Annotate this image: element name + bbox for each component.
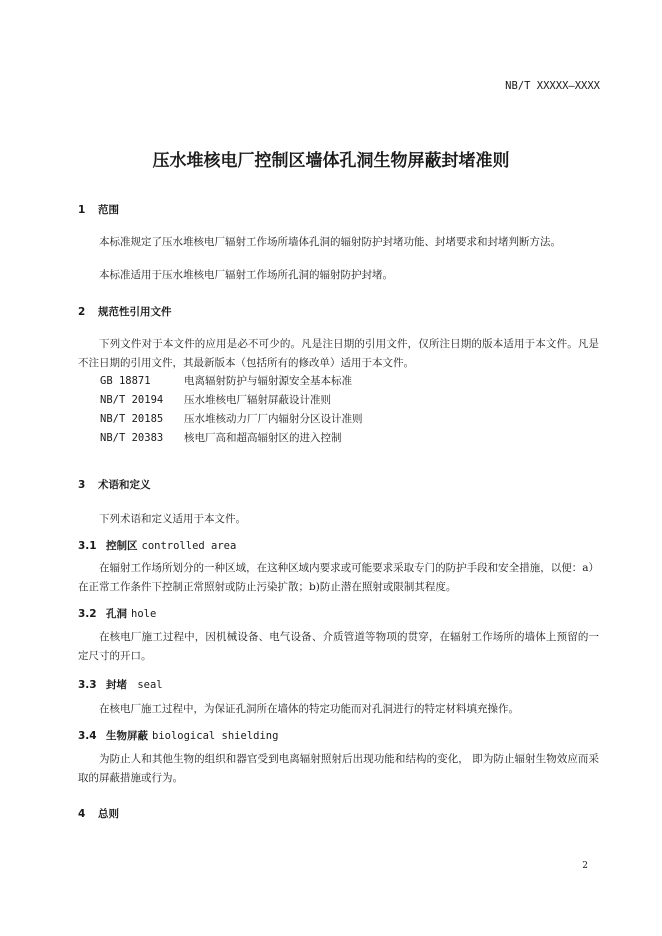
reference-title: 电离辐射防护与辐射源安全基本标准 [184,375,352,387]
term-chinese: 孔洞 [106,608,127,620]
reference-title: 压水堆核电厂辐射屏蔽设计准则 [184,394,331,406]
term-heading [78,677,163,692]
term-definition: 在核电厂施工过程中，因机械设备、电气设备、介质管道等物项的贯穿，在辐射工作场所的墙体上预留的一定尺寸的开口。 [78,631,599,662]
term-definition: 为防止人和其他生物的组织和器官受到电离辐射照射后出现功能和结构的变化， 即为防止辐射生物效应而采取的屏蔽措施或行为。 [78,753,599,784]
paragraph: 下列术语和定义适用于本文件。 [99,513,246,525]
section-4-heading [78,806,119,821]
term-heading [78,606,156,621]
term-number: 3.2 [78,608,97,620]
paragraph: 本标准规定了压水堆核电厂辐射工作场所墙体孔洞的辐射防护封堵功能、封堵要求和封堵判断方法。 [99,236,561,248]
term-english: controlled area [141,540,237,552]
reference-row [100,373,352,388]
term-chinese: 生物屏蔽 [106,730,148,742]
standard-code: NB/T XXXXX—XXXX [505,80,600,92]
term-heading [78,538,236,553]
section-title: 术语和定义 [98,479,151,491]
term-definition: 在核电厂施工过程中，为保证孔洞所在墙体的特定功能而对孔洞进行的特定材料填充操作。 [99,703,519,715]
reference-code: NB/T 20383 [100,432,164,444]
reference-row [100,392,331,407]
term-english: seal [131,679,163,691]
page-number: 2 [582,861,588,871]
section-2-heading [78,304,172,319]
paragraph: 本标准适用于压水堆核电厂辐射工作场所孔洞的辐射防护封堵。 [99,269,393,281]
term-english: biological shielding [152,730,279,742]
reference-row [100,411,363,426]
term-definition: 在辐射工作场所划分的一种区域，在这种区域内要求或可能要求采取专门的防护手段和安全措施，以便：a）在正常工作条件下控制正常照射或防止污染扩散；b)防止潜在照射或限制其程度。 [78,562,599,593]
term-chinese: 控制区 [106,540,138,552]
term-heading [78,728,278,743]
section-title: 总则 [98,808,119,820]
paragraph: 下列文件对于本文件的应用是必不可少的。凡是注日期的引用文件，仅所注日期的版本适用于本文件。凡是不注日期的引用文件，其最新版本（包括所有的修改单）适用于本文件。 [78,338,599,369]
section-number: 2 [78,306,86,318]
term-number: 3.3 [78,679,97,691]
section-title: 范围 [98,204,119,216]
reference-title: 压水堆核动力厂厂内辐射分区设计准则 [184,413,363,425]
reference-title: 核电厂高和超高辐射区的进入控制 [184,432,342,444]
term-number: 3.4 [78,730,97,742]
reference-code: NB/T 20194 [100,394,164,406]
section-1-heading [78,202,119,217]
section-number: 1 [78,204,86,216]
section-number: 3 [78,479,86,491]
section-title: 规范性引用文件 [98,306,172,318]
reference-code: NB/T 20185 [100,413,164,425]
term-number: 3.1 [78,540,97,552]
section-3-heading [78,477,151,492]
term-english: hole [131,608,157,620]
reference-code: GB 18871 [100,375,151,387]
term-chinese: 封堵 [106,679,127,691]
section-number: 4 [78,808,86,820]
document-title: 压水堆核电厂控制区墙体孔洞生物屏蔽封堵准则 [152,151,510,171]
reference-row [100,430,342,445]
